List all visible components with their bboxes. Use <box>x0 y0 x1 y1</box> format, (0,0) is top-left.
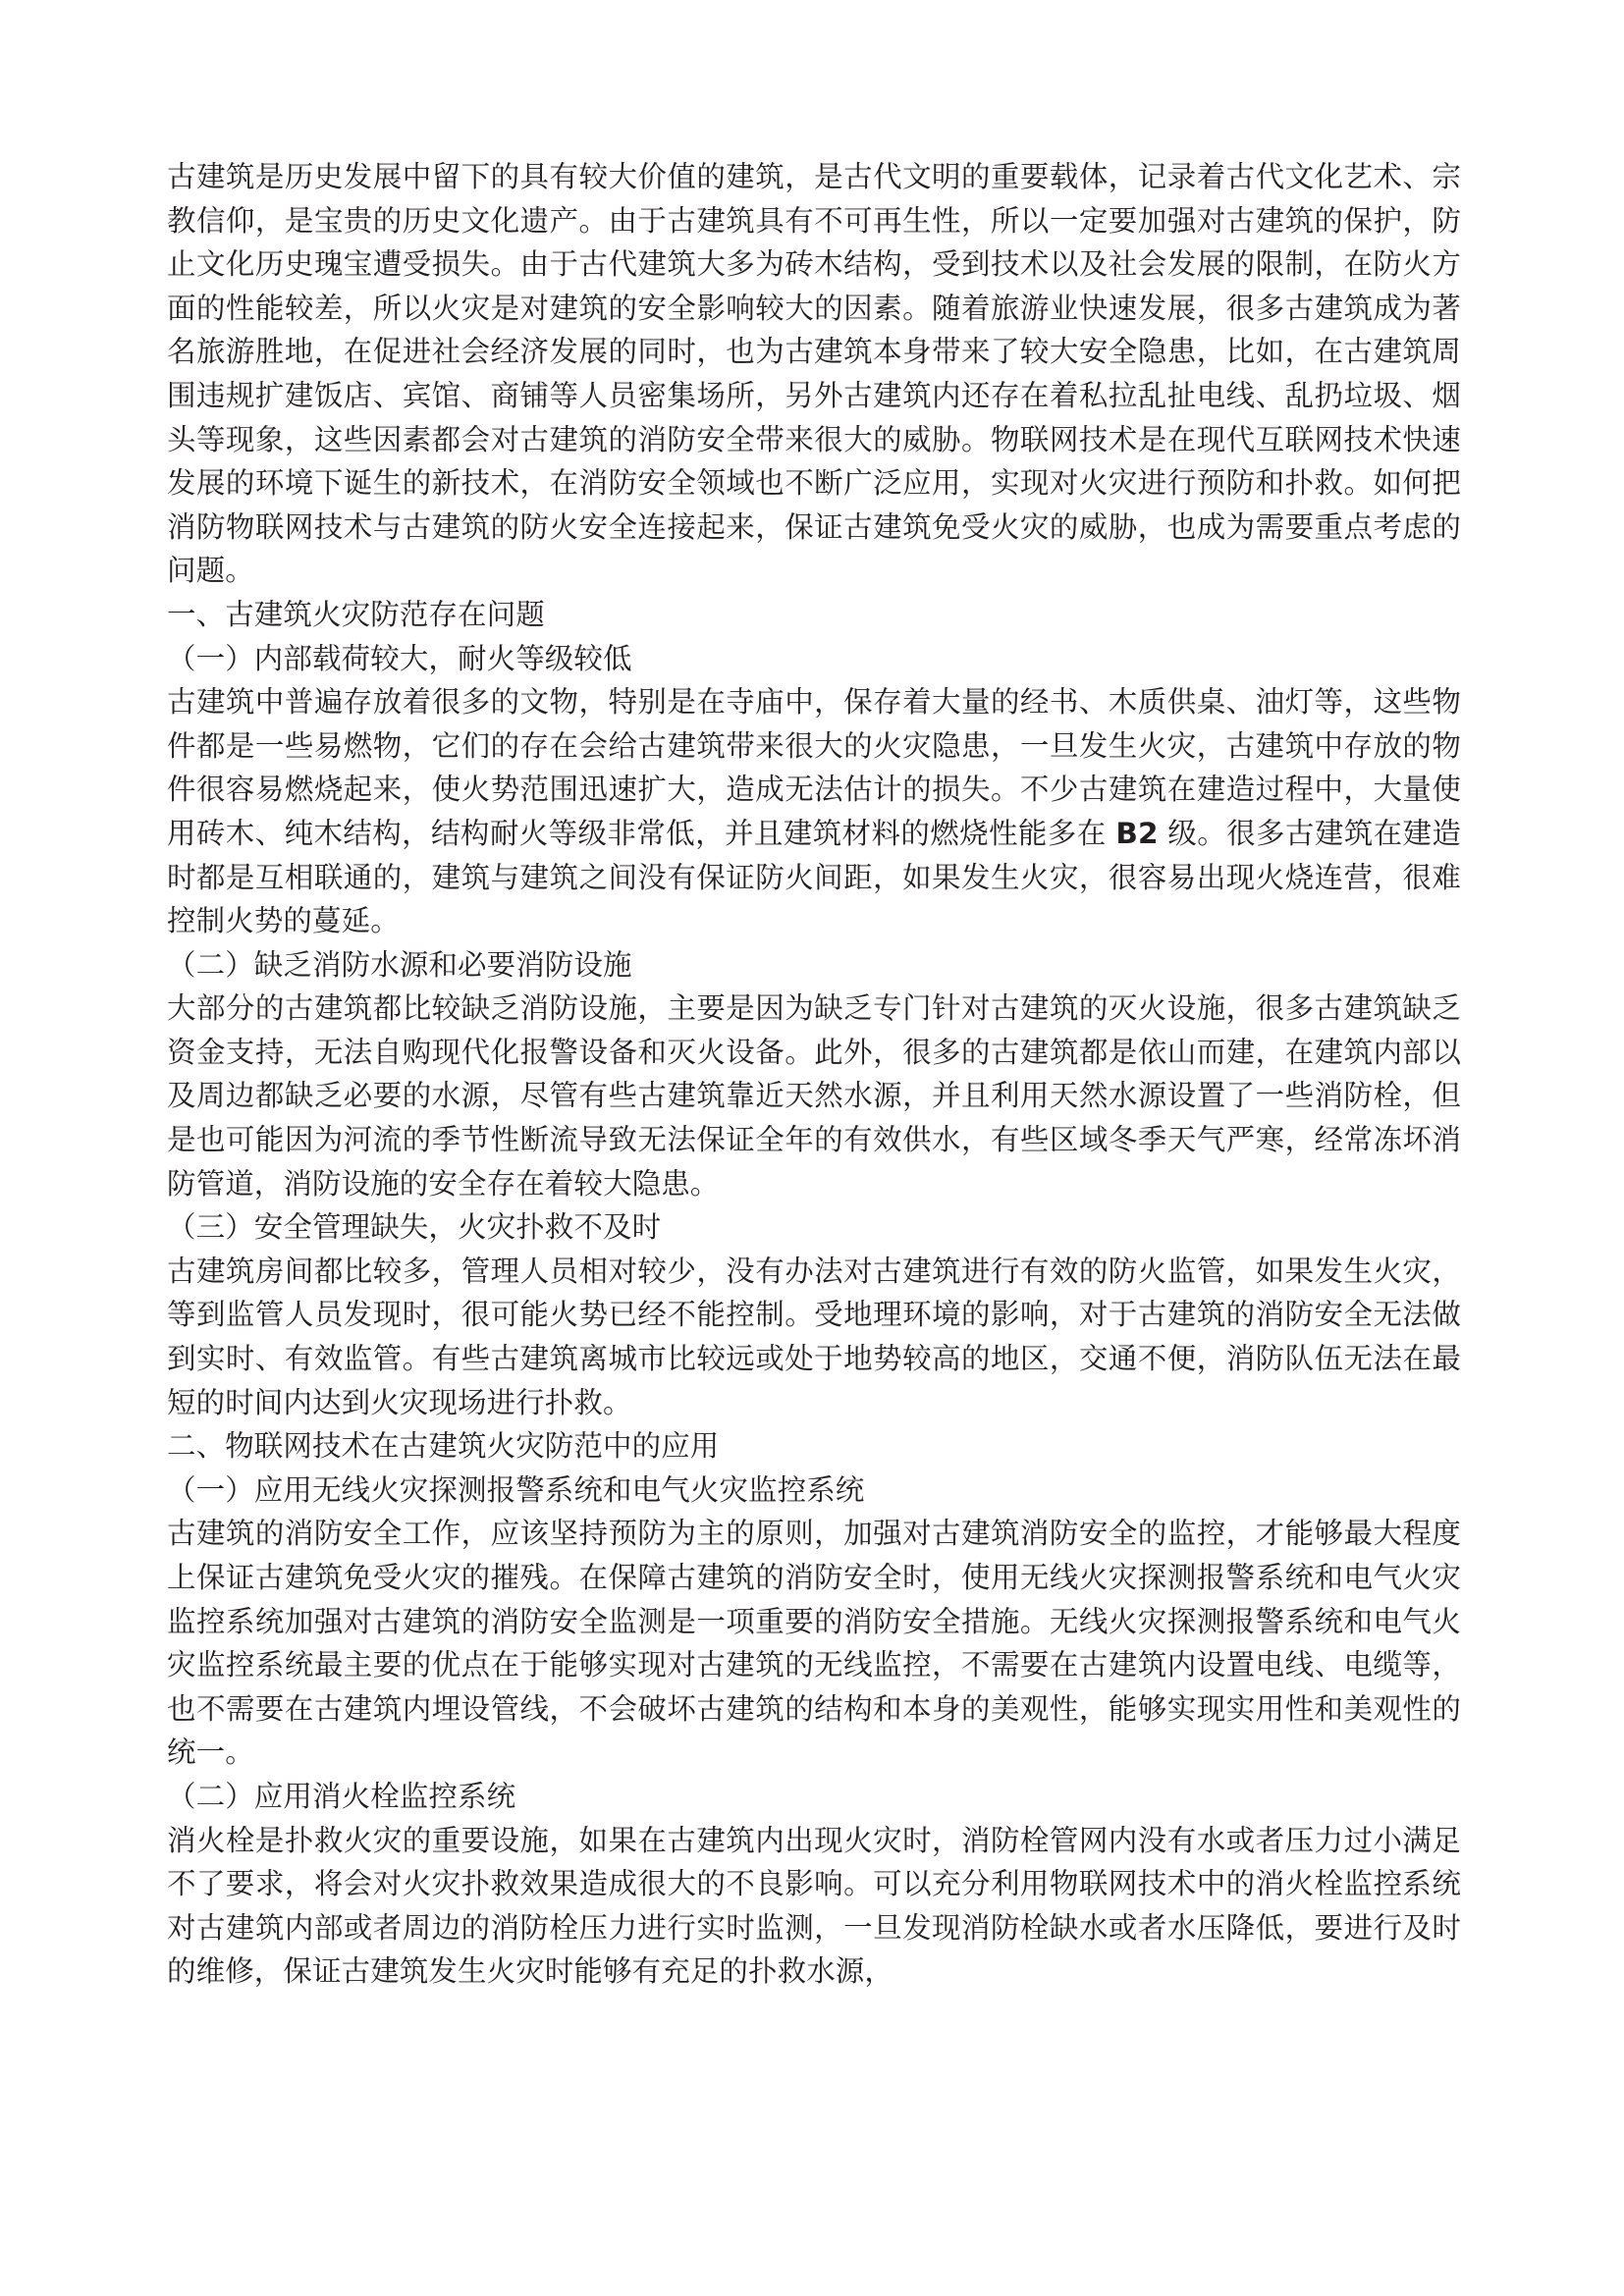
section-1-3-heading: （三）安全管理缺失，火灾扑救不及时 <box>167 1210 662 1245</box>
intro-paragraph: 古建筑是历史发展中留下的具有较大价值的建筑，是古代文明的重要载体，记录着古代文化艺术、宗教信仰，是宝贵的历史文化遗产。由于古建筑具有不可再生性，所以一定要加强对古建筑的保护，防止文化历史瑰宝遭受损失。由于古代建筑大多为砖木结构，受到技术以及社会发展的限制，在防火方面的性能较差，所以火灾是对建筑的安全影响较大的因素。随着旅游业快速发展，很多古建筑成为著名旅游胜地，在促进社会经济发展的同时，也为古建筑本身带来了较大安全隐患，比如，在古建筑周围违规扩建饭店、宾馆、商铺等人员密集场所，另外古建筑内还存在着私拉乱扯电线、乱扔垃圾、烟头等现象，这些因素都会对古建筑的消防安全带来很大的威胁。物联网技术是在现代互联网技术快速发展的环境下诞生的新技术，在消防安全领域也不断广泛应用，实现对火灾进行预防和扑救。如何把消防物联网技术与古建筑的防火安全连接起来，保证古建筑免受火灾的威胁，也成为需要重点考虑的问题。 <box>167 160 1461 588</box>
section-1-3-body: 古建筑房间都比较多，管理人员相对较少，没有办法对古建筑进行有效的防火监管，如果发生火灾，等到监管人员发现时，很可能火势已经不能控制。受地理环境的影响，对于古建筑的消防安全无法做到实时、有效监管。有些古建筑离城市比较远或处于地势较高的地区，交通不便，消防队伍无法在最短的时间内达到火灾现场进行扑救。 <box>167 1254 1461 1419</box>
section-1-2-body: 大部分的古建筑都比较缺乏消防设施，主要是因为缺乏专门针对古建筑的灭火设施，很多古建筑缺乏资金支持，无法自购现代化报警设备和灭火设备。此外，很多的古建筑都是依山而建，在建筑内部以及周边都缺乏必要的水源，尽管有些古建筑靠近天然水源，并且利用天然水源设置了一些消防栓，但是也可能因为河流的季节性断流导致无法保证全年的有效供水，有些区域冬季天气严寒，经常冻坏消防管道，消防设施的安全存在着较大隐患。 <box>167 991 1461 1201</box>
section-2-1-body: 古建筑的消防安全工作，应该坚持预防为主的原则，加强对古建筑消防安全的监控，才能够最大程度上保证古建筑免受火灾的摧残。在保障古建筑的消防安全时，使用无线火灾探测报警系统和电气火灾监控系统加强对古建筑的消防安全监测是一项重要的消防安全措施。无线火灾探测报警系统和电气火灾监控系统最主要的优点在于能够实现对古建筑的无线监控，不需要在古建筑内设置电线、电缆等，也不需要在古建筑内埋设管线，不会破坏古建筑的结构和本身的美观性，能够实现实用性和美观性的统一。 <box>167 1517 1461 1770</box>
section-2-2-body: 消火栓是扑救火灾的重要设施，如果在古建筑内出现火灾时，消防栓管网内没有水或者压力过小满足不了要求，将会对火灾扑救效果造成很大的不良影响。可以充分利用物联网技术中的消火栓监控系统对古建筑内部或者周边的消防栓压力进行实时监测，一旦发现消防栓缺水或者水压降低，要进行及时的维修，保证古建筑发生火灾时能够有充足的扑救水源， <box>167 1823 1461 1989</box>
section-2-1-heading: （一）应用无线火灾探测报警系统和电气火灾监控系统 <box>167 1472 865 1507</box>
section-1-heading: 一、古建筑火灾防范存在问题 <box>167 597 545 631</box>
run-text-after-b2: 级。很多古建筑在建造时都是互相联通的，建筑与建筑之间没有保证防火间距，如果发生火灾，很容易出现火烧连营，很难控制火势的蔓延。 <box>167 816 1461 938</box>
section-1-2-heading: （二）缺乏消防水源和必要消防设施 <box>167 947 632 982</box>
section-1-1-heading: （一）内部载荷较大，耐火等级较低 <box>167 641 632 675</box>
section-2-2-heading: （二）应用消火栓监控系统 <box>167 1779 516 1813</box>
section-1-1-body <box>167 680 1461 943</box>
document-text-column <box>167 155 1461 1994</box>
section-2-heading: 二、物联网技术在古建筑火灾防范中的应用 <box>167 1429 720 1464</box>
run-text-before-b2: 古建筑中普遍存放着很多的文物，特别是在寺庙中，保存着大量的经书、木质供桌、油灯等，这些物件都是一些易燃物，它们的存在会给古建筑带来很大的火灾隐患，一旦发生火灾，古建筑中存放的物件很容易燃烧起来，使火势范围迅速扩大，造成无法估计的损失。不少古建筑在建造过程中，大量使用砖木、纯木结构，结构耐火等级非常低，并且建筑材料的燃烧性能多在 <box>167 685 1461 850</box>
b2-grade-bold: B2 <box>1115 816 1159 850</box>
